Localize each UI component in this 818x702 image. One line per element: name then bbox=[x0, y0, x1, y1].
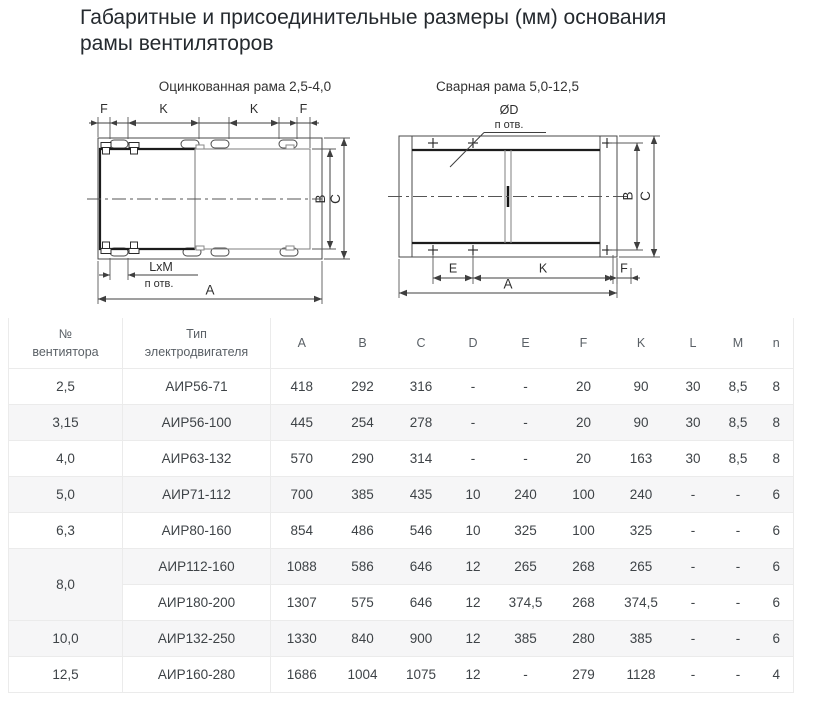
cell-k: 374,5 bbox=[613, 585, 670, 621]
dim-label-f1: F bbox=[100, 102, 108, 116]
figure-title-welded: Сварная рама 5,0-12,5 bbox=[436, 79, 579, 94]
cell-n: 4 bbox=[760, 657, 794, 693]
table-row bbox=[9, 477, 794, 513]
cell-c: 1075 bbox=[393, 657, 450, 693]
cell-b: 840 bbox=[333, 621, 393, 657]
cell-e: 325 bbox=[497, 513, 555, 549]
cell-c: 435 bbox=[393, 477, 450, 513]
slot-size-label: LxM bbox=[149, 260, 173, 274]
bolt-symbols bbox=[101, 143, 294, 254]
cell-a: 700 bbox=[271, 477, 333, 513]
figure-welded-frame-drawing bbox=[388, 100, 668, 305]
cell-m: 8,5 bbox=[717, 405, 760, 441]
header-col-l: L bbox=[670, 318, 717, 369]
motor-cell: АИР56-71 bbox=[123, 369, 271, 405]
cell-b: 486 bbox=[333, 513, 393, 549]
fan-size-cell: 2,5 bbox=[9, 369, 123, 405]
header-col-d: D bbox=[450, 318, 497, 369]
cell-n: 6 bbox=[760, 477, 794, 513]
cell-d: 12 bbox=[450, 621, 497, 657]
cell-d: - bbox=[450, 369, 497, 405]
length-dimension bbox=[98, 261, 322, 304]
figure-galvanized-frame-drawing bbox=[85, 96, 360, 311]
holes-note-label: п отв. bbox=[144, 278, 174, 290]
motor-cell: АИР160-280 bbox=[123, 657, 271, 693]
cell-k: 90 bbox=[613, 405, 670, 441]
cell-d: 12 bbox=[450, 549, 497, 585]
cell-d: - bbox=[450, 405, 497, 441]
table-row bbox=[9, 369, 794, 405]
top-dimensions bbox=[89, 102, 319, 148]
cell-d: 10 bbox=[450, 477, 497, 513]
dim-label-b: B bbox=[620, 191, 636, 201]
cell-f: 268 bbox=[555, 549, 613, 585]
cell-l: - bbox=[670, 549, 717, 585]
dim-label-a: A bbox=[205, 282, 215, 298]
cell-n: 8 bbox=[760, 405, 794, 441]
cell-c: 646 bbox=[393, 549, 450, 585]
cell-e: 385 bbox=[497, 621, 555, 657]
cell-a: 570 bbox=[271, 441, 333, 477]
bottom-dimensions bbox=[399, 255, 640, 298]
cell-c: 900 bbox=[393, 621, 450, 657]
cell-m: 8,5 bbox=[717, 441, 760, 477]
cell-c: 646 bbox=[393, 585, 450, 621]
cell-f: 279 bbox=[555, 657, 613, 693]
header-col-b: B bbox=[333, 318, 393, 369]
cell-k: 385 bbox=[613, 621, 670, 657]
header-fan-line1: № bbox=[58, 327, 73, 341]
cell-b: 254 bbox=[333, 405, 393, 441]
dim-label-e: E bbox=[448, 261, 458, 276]
header-col-n: n bbox=[760, 318, 794, 369]
figure-title-galvanized: Оцинкованная рама 2,5-4,0 bbox=[158, 79, 332, 94]
cell-m: - bbox=[717, 549, 760, 585]
motor-cell: АИР56-100 bbox=[123, 405, 271, 441]
table-row bbox=[9, 441, 794, 477]
cell-k: 240 bbox=[613, 477, 670, 513]
header-col-a: A bbox=[271, 318, 333, 369]
table-row bbox=[9, 405, 794, 441]
dim-label-a: A bbox=[503, 276, 513, 292]
cell-m: - bbox=[717, 621, 760, 657]
header-col-e: E bbox=[497, 318, 555, 369]
cell-n: 8 bbox=[760, 441, 794, 477]
cell-a: 1330 bbox=[271, 621, 333, 657]
cell-k: 265 bbox=[613, 549, 670, 585]
cell-a: 1686 bbox=[271, 657, 333, 693]
fan-size-cell: 3,15 bbox=[9, 405, 123, 441]
header-col-f: F bbox=[555, 318, 613, 369]
cell-l: 30 bbox=[670, 369, 717, 405]
cell-c: 278 bbox=[393, 405, 450, 441]
header-motor-type bbox=[123, 318, 271, 369]
cell-n: 6 bbox=[760, 549, 794, 585]
table-row bbox=[9, 549, 794, 585]
fan-size-cell: 12,5 bbox=[9, 657, 123, 693]
cell-m: - bbox=[717, 477, 760, 513]
dim-label-c: C bbox=[328, 194, 343, 204]
cell-e: 265 bbox=[497, 549, 555, 585]
table-row bbox=[9, 585, 794, 621]
cell-a: 418 bbox=[271, 369, 333, 405]
table-row bbox=[9, 513, 794, 549]
cell-k: 90 bbox=[613, 369, 670, 405]
cell-e: - bbox=[497, 369, 555, 405]
cell-a: 445 bbox=[271, 405, 333, 441]
motor-cell: АИР80-160 bbox=[123, 513, 271, 549]
header-col-k: K bbox=[613, 318, 670, 369]
page-title: Габаритные и присоединительные размеры (мм) основания рамы вентиляторов bbox=[80, 6, 667, 56]
dim-label-k2: K bbox=[249, 102, 259, 116]
cell-b: 575 bbox=[333, 585, 393, 621]
dim-label-f2: F bbox=[299, 102, 308, 116]
cell-c: 546 bbox=[393, 513, 450, 549]
cell-e: - bbox=[497, 657, 555, 693]
cell-l: 30 bbox=[670, 441, 717, 477]
cell-c: 314 bbox=[393, 441, 450, 477]
cell-f: 100 bbox=[555, 477, 613, 513]
cell-k: 1128 bbox=[613, 657, 670, 693]
dimensions-table bbox=[8, 318, 794, 693]
cell-f: 20 bbox=[555, 405, 613, 441]
cell-c: 316 bbox=[393, 369, 450, 405]
dim-label-k1: K bbox=[159, 102, 168, 116]
slot-dimension bbox=[99, 258, 198, 290]
hole-callout bbox=[450, 103, 546, 167]
header-motor-line2: электродвигателя bbox=[144, 345, 249, 360]
cell-k: 325 bbox=[613, 513, 670, 549]
cell-d: 10 bbox=[450, 513, 497, 549]
cell-a: 854 bbox=[271, 513, 333, 549]
cell-d: 12 bbox=[450, 657, 497, 693]
cell-n: 6 bbox=[760, 585, 794, 621]
header-fan-line2: вентиятора bbox=[32, 345, 99, 360]
motor-cell: АИР71-112 bbox=[123, 477, 271, 513]
cell-m: - bbox=[717, 513, 760, 549]
table-row bbox=[9, 621, 794, 657]
header-col-c: C bbox=[393, 318, 450, 369]
cell-b: 586 bbox=[333, 549, 393, 585]
cell-f: 20 bbox=[555, 441, 613, 477]
cell-a: 1307 bbox=[271, 585, 333, 621]
cell-f: 280 bbox=[555, 621, 613, 657]
header-col-m: M bbox=[717, 318, 760, 369]
dimensions-table-wrap bbox=[8, 318, 793, 693]
cell-f: 20 bbox=[555, 369, 613, 405]
dim-label-k: K bbox=[538, 261, 548, 276]
cell-n: 8 bbox=[760, 369, 794, 405]
fan-size-cell: 5,0 bbox=[9, 477, 123, 513]
cell-f: 100 bbox=[555, 513, 613, 549]
cell-m: - bbox=[717, 657, 760, 693]
cell-k: 163 bbox=[613, 441, 670, 477]
cell-b: 290 bbox=[333, 441, 393, 477]
holes-note-label: п отв. bbox=[494, 119, 524, 131]
motor-cell: АИР112-160 bbox=[123, 549, 271, 585]
side-dimensions bbox=[312, 138, 350, 259]
cell-l: - bbox=[670, 621, 717, 657]
cell-d: - bbox=[450, 441, 497, 477]
cell-l: - bbox=[670, 513, 717, 549]
cell-m: 8,5 bbox=[717, 369, 760, 405]
cell-b: 292 bbox=[333, 369, 393, 405]
cell-l: 30 bbox=[670, 405, 717, 441]
header-motor-line1: Тип bbox=[186, 327, 207, 341]
cell-l: - bbox=[670, 477, 717, 513]
dim-label-b: B bbox=[313, 194, 328, 204]
header-fan-number bbox=[9, 318, 123, 369]
fan-size-cell: 4,0 bbox=[9, 441, 123, 477]
table-body bbox=[9, 369, 794, 693]
cell-n: 6 bbox=[760, 513, 794, 549]
motor-cell: АИР180-200 bbox=[123, 585, 271, 621]
cell-e: - bbox=[497, 405, 555, 441]
cell-e: 240 bbox=[497, 477, 555, 513]
cell-d: 12 bbox=[450, 585, 497, 621]
motor-cell: АИР132-250 bbox=[123, 621, 271, 657]
motor-cell: АИР63-132 bbox=[123, 441, 271, 477]
cell-l: - bbox=[670, 585, 717, 621]
cell-e: 374,5 bbox=[497, 585, 555, 621]
cell-l: - bbox=[670, 657, 717, 693]
cell-b: 385 bbox=[333, 477, 393, 513]
fan-size-cell: 10,0 bbox=[9, 621, 123, 657]
cell-e: - bbox=[497, 441, 555, 477]
dim-label-c: C bbox=[638, 191, 653, 201]
cell-n: 6 bbox=[760, 621, 794, 657]
fan-size-cell: 6,3 bbox=[9, 513, 123, 549]
dim-label-f: F bbox=[620, 261, 628, 276]
fan-size-cell: 8,0 bbox=[9, 549, 123, 621]
cell-m: - bbox=[717, 585, 760, 621]
cell-b: 1004 bbox=[333, 657, 393, 693]
hole-diameter-label: ØD bbox=[499, 103, 519, 117]
table-row bbox=[9, 657, 794, 693]
cell-f: 268 bbox=[555, 585, 613, 621]
table-header bbox=[9, 318, 794, 369]
header-row bbox=[9, 318, 794, 369]
cell-a: 1088 bbox=[271, 549, 333, 585]
